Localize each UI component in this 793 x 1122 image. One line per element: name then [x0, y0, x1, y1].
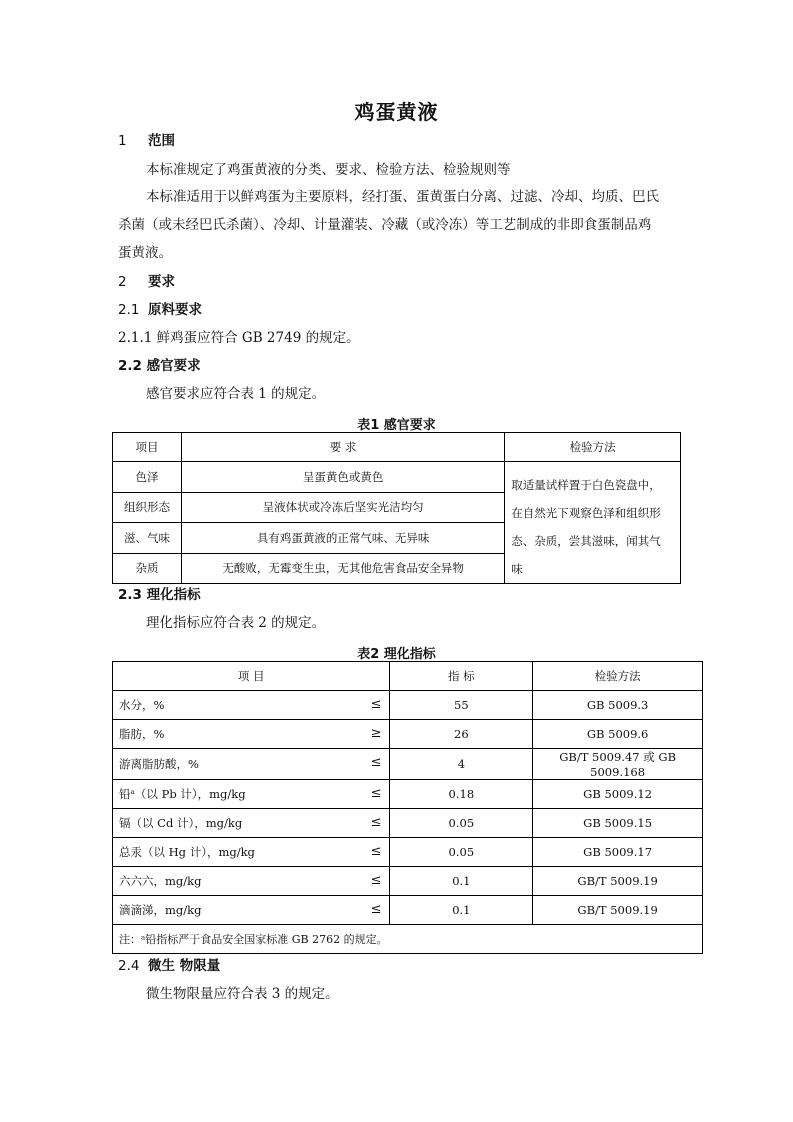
section-title: 要求 [148, 274, 175, 290]
method-cell: GB/T 5009.47 或 GB 5009.168 [533, 749, 703, 780]
section-number: 1 [118, 133, 127, 149]
value-cell: 0.1 [390, 867, 533, 896]
relation-symbol: ≤ [370, 902, 382, 917]
test-method-cell [505, 462, 681, 584]
section-title: 微生 物限量 [148, 958, 221, 974]
method-cell: GB/T 5009.19 [533, 896, 703, 925]
table-cell: 具有鸡蛋黄液的正常气味、无异味 [181, 523, 504, 554]
method-cell: GB 5009.12 [533, 780, 703, 809]
relation-symbol: ≤ [370, 844, 382, 859]
relation-symbol: ≤ [370, 755, 382, 770]
table-cell: 组织形态 [113, 492, 182, 523]
paragraph: 杀菌（或未经巴氏杀菌）、冷却、计量灌装、冷藏（或冷冻）等工艺制成的非即食蛋制品鸡 [118, 217, 652, 233]
paragraph: 本标准规定了鸡蛋黄液的分类、要求、检验方法、检验规则等 [146, 162, 511, 178]
item-label: 游离脂肪酸，% [119, 757, 199, 771]
item-cell [113, 809, 390, 838]
sensory-table [112, 432, 681, 584]
item-label: 水分，% [119, 698, 165, 712]
section-1-heading [118, 133, 175, 149]
method-line: 味 [511, 562, 523, 576]
item-label: 铅ᵃ（以 Pb 计），mg/kg [119, 787, 246, 801]
paragraph: 蛋黄液。 [118, 245, 172, 261]
value-cell: 0.18 [390, 780, 533, 809]
section-2-4-heading [118, 958, 220, 974]
section-2-2-heading [118, 358, 201, 374]
method-cell: GB 5009.15 [533, 809, 703, 838]
item-label: 镉（以 Cd 计），mg/kg [119, 816, 243, 830]
table-cell: 杂质 [113, 553, 182, 584]
relation-symbol: ≥ [370, 726, 382, 741]
method-line: 态、杂质，尝其滋味，闻其气 [511, 534, 661, 548]
column-header: 检验方法 [505, 433, 681, 462]
relation-symbol: ≤ [370, 697, 382, 712]
item-label: 滴滴涕，mg/kg [119, 903, 202, 917]
paragraph: 理化指标应符合表 2 的规定。 [146, 615, 326, 631]
paragraph: 感官要求应符合表 1 的规定。 [146, 386, 326, 402]
table-row [113, 749, 703, 780]
value-cell: 4 [390, 749, 533, 780]
section-number: 2.4 [118, 958, 140, 974]
table-2-caption: 表2 理化指标 [357, 647, 436, 662]
column-header: 检验方法 [533, 662, 703, 691]
method-cell: GB 5009.6 [533, 720, 703, 749]
item-label: 总汞（以 Hg 计），mg/kg [119, 845, 255, 859]
method-cell: GB/T 5009.19 [533, 867, 703, 896]
item-cell [113, 749, 390, 780]
value-cell: 0.1 [390, 896, 533, 925]
method-line: 取适量试样置于白色瓷盘中， [511, 478, 661, 492]
table-row [113, 896, 703, 925]
item-cell [113, 780, 390, 809]
section-2-heading [118, 274, 175, 290]
value-cell: 55 [390, 691, 533, 720]
column-header: 指 标 [390, 662, 533, 691]
item-cell [113, 720, 390, 749]
section-number: 2 [118, 274, 127, 290]
table-row [113, 720, 703, 749]
section-title: 原料要求 [148, 302, 202, 318]
table-note: 注：ᵃ铅指标严于食品安全国家标准 GB 2762 的规定。 [113, 925, 703, 954]
method-line: 在自然光下观察色泽和组织形 [511, 506, 661, 520]
section-2-1-heading [118, 302, 202, 318]
table-1-caption: 表1 感官要求 [357, 418, 436, 433]
value-cell: 26 [390, 720, 533, 749]
paragraph: 本标准适用于以鲜鸡蛋为主要原料，经打蛋、蛋黄蛋白分离、过滤、冷却、均质、巴氏 [146, 189, 659, 205]
item-cell [113, 896, 390, 925]
value-cell: 0.05 [390, 809, 533, 838]
section-title: 2.2 感官要求 [118, 358, 201, 374]
item-cell [113, 867, 390, 896]
table-cell: 呈液体状或冷冻后坚实光洁均匀 [181, 492, 504, 523]
table-row [113, 838, 703, 867]
paragraph: 微生物限量应符合表 3 的规定。 [146, 986, 339, 1002]
item-cell [113, 838, 390, 867]
table-row [113, 809, 703, 838]
relation-symbol: ≤ [370, 786, 382, 801]
table-row [113, 867, 703, 896]
relation-symbol: ≤ [370, 873, 382, 888]
physicochemical-table [112, 661, 703, 954]
section-title: 2.3 理化指标 [118, 587, 201, 603]
table-row [113, 691, 703, 720]
method-cell: GB 5009.17 [533, 838, 703, 867]
item-label: 六六六，mg/kg [119, 874, 202, 888]
table-cell: 色泽 [113, 462, 182, 493]
section-2-3-heading [118, 587, 201, 603]
table-cell: 呈蛋黄色或黄色 [181, 462, 504, 493]
item-cell [113, 691, 390, 720]
column-header: 要 求 [181, 433, 504, 462]
section-title: 范围 [148, 133, 175, 149]
section-number: 2.1 [118, 302, 140, 318]
page-title: 鸡蛋黄液 [354, 100, 439, 124]
method-cell: GB 5009.3 [533, 691, 703, 720]
column-header: 项 目 [113, 662, 390, 691]
value-cell: 0.05 [390, 838, 533, 867]
table-cell: 无酸败，无霉变生虫，无其他危害食品安全异物 [181, 553, 504, 584]
item-label: 脂肪，% [119, 727, 165, 741]
paragraph: 2.1.1 鲜鸡蛋应符合 GB 2749 的规定。 [118, 330, 360, 346]
column-header: 项目 [113, 433, 182, 462]
table-row [113, 780, 703, 809]
table-cell: 滋、气味 [113, 523, 182, 554]
relation-symbol: ≤ [370, 815, 382, 830]
